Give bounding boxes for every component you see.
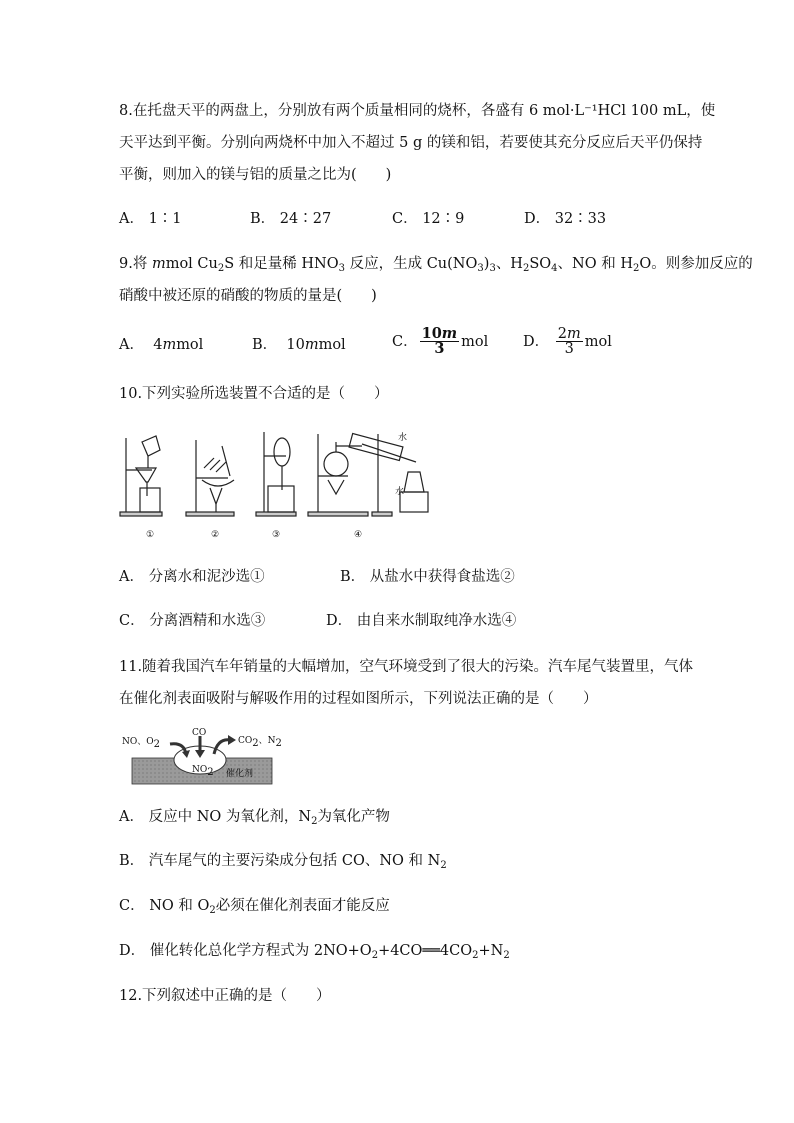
fig-output-gases: $CO_2$、$N_2$ xyxy=(238,736,282,749)
q11-line2: 在催化剂表面吸附与解吸作用的过程如图所示，下列说法正确的是（ ） xyxy=(119,691,598,707)
q8-line1: 8.在托盘天平的两盘上，分别放有两个质量相同的烧杯，各盛有 6 mol·L⁻¹HCl 100 mL，使 xyxy=(119,103,716,119)
q9-option-b: B． 10mmol xyxy=(252,337,346,353)
q8-option-a: A． 1∶1 xyxy=(119,211,182,227)
q12-stem: 12.下列叙述中正确的是（ ） xyxy=(119,988,331,1004)
fraction: $\frac{2m}{3}$ xyxy=(557,326,581,357)
q10-option-a: A． 分离水和泥沙选① xyxy=(119,569,265,585)
q8-option-b: B． 24∶27 xyxy=(250,211,332,227)
apparatus-label-3: ③ xyxy=(272,530,281,540)
q9-option-c: C． $\frac{10m}{3}$ mol xyxy=(392,325,489,357)
apparatus-label-2: ② xyxy=(211,530,220,540)
q10-option-d: D． 由自来水制取纯净水选④ xyxy=(326,613,517,629)
q9-option-a: A． 4mmol xyxy=(119,337,204,353)
apparatus-label-1: ① xyxy=(146,530,155,540)
q9-option-d: D． $\frac{2m}{3}$ mol xyxy=(523,326,612,357)
q8-line2: 天平达到平衡。分别向两烧杯中加入不超过 5 g 的镁和铝，若要使其充分反应后天平仍保持 xyxy=(119,135,703,151)
q11-option-b: B． 汽车尾气的主要污染成分包括 CO、NO 和 $N_2$ xyxy=(119,853,447,871)
fig-input-gases: NO、$O_2$ xyxy=(122,737,161,750)
q11-option-c: C． NO 和 $O_2$必须在催化剂表面才能反应 xyxy=(119,898,390,916)
q8-option-d: D． 32∶33 xyxy=(524,211,607,227)
fig-co: CO xyxy=(192,728,207,738)
q11-option-d: D． 催化转化总化学方程式为 $2NO+O_2+4CO══4CO_2+N_2$ xyxy=(119,943,510,961)
water-label-2: 水 xyxy=(395,487,405,497)
q9-line2: 硝酸中被还原的硝酸的物质的量是( ) xyxy=(119,288,377,304)
q8-line3: 平衡，则加入的镁与铝的质量之比为( ) xyxy=(119,167,392,183)
water-label-1: 水 xyxy=(398,433,408,443)
q9-line1: 9.将 mmol $Cu_2S$ 和足量稀 $HNO_3$ 反应，生成 $Cu(NO_3)_3$、$H_2SO_4$、NO 和 $H_2O$。则参加反应的 xyxy=(119,256,753,274)
fraction: $\frac{10m}{3}$ xyxy=(421,325,458,357)
q10-stem: 10.下列实验所选装置不合适的是（ ） xyxy=(119,386,389,402)
q8-option-c: C． 12∶9 xyxy=(392,211,465,227)
fig-no2: $NO_2$ xyxy=(192,765,214,778)
q10-option-c: C． 分离酒精和水选③ xyxy=(119,613,266,629)
fig-catalyst-label: 催化剂 xyxy=(226,769,254,779)
q11-line1: 11.随着我国汽车年销量的大幅增加，空气环境受到了很大的污染。汽车尾气装置里，气体 xyxy=(119,659,694,675)
apparatus-label-4: ④ xyxy=(354,530,363,540)
q10-option-b: B． 从盐水中获得食盐选② xyxy=(340,569,515,585)
q11-option-a: A． 反应中 NO 为氧化剂，$N_2$为氧化产物 xyxy=(119,809,390,827)
